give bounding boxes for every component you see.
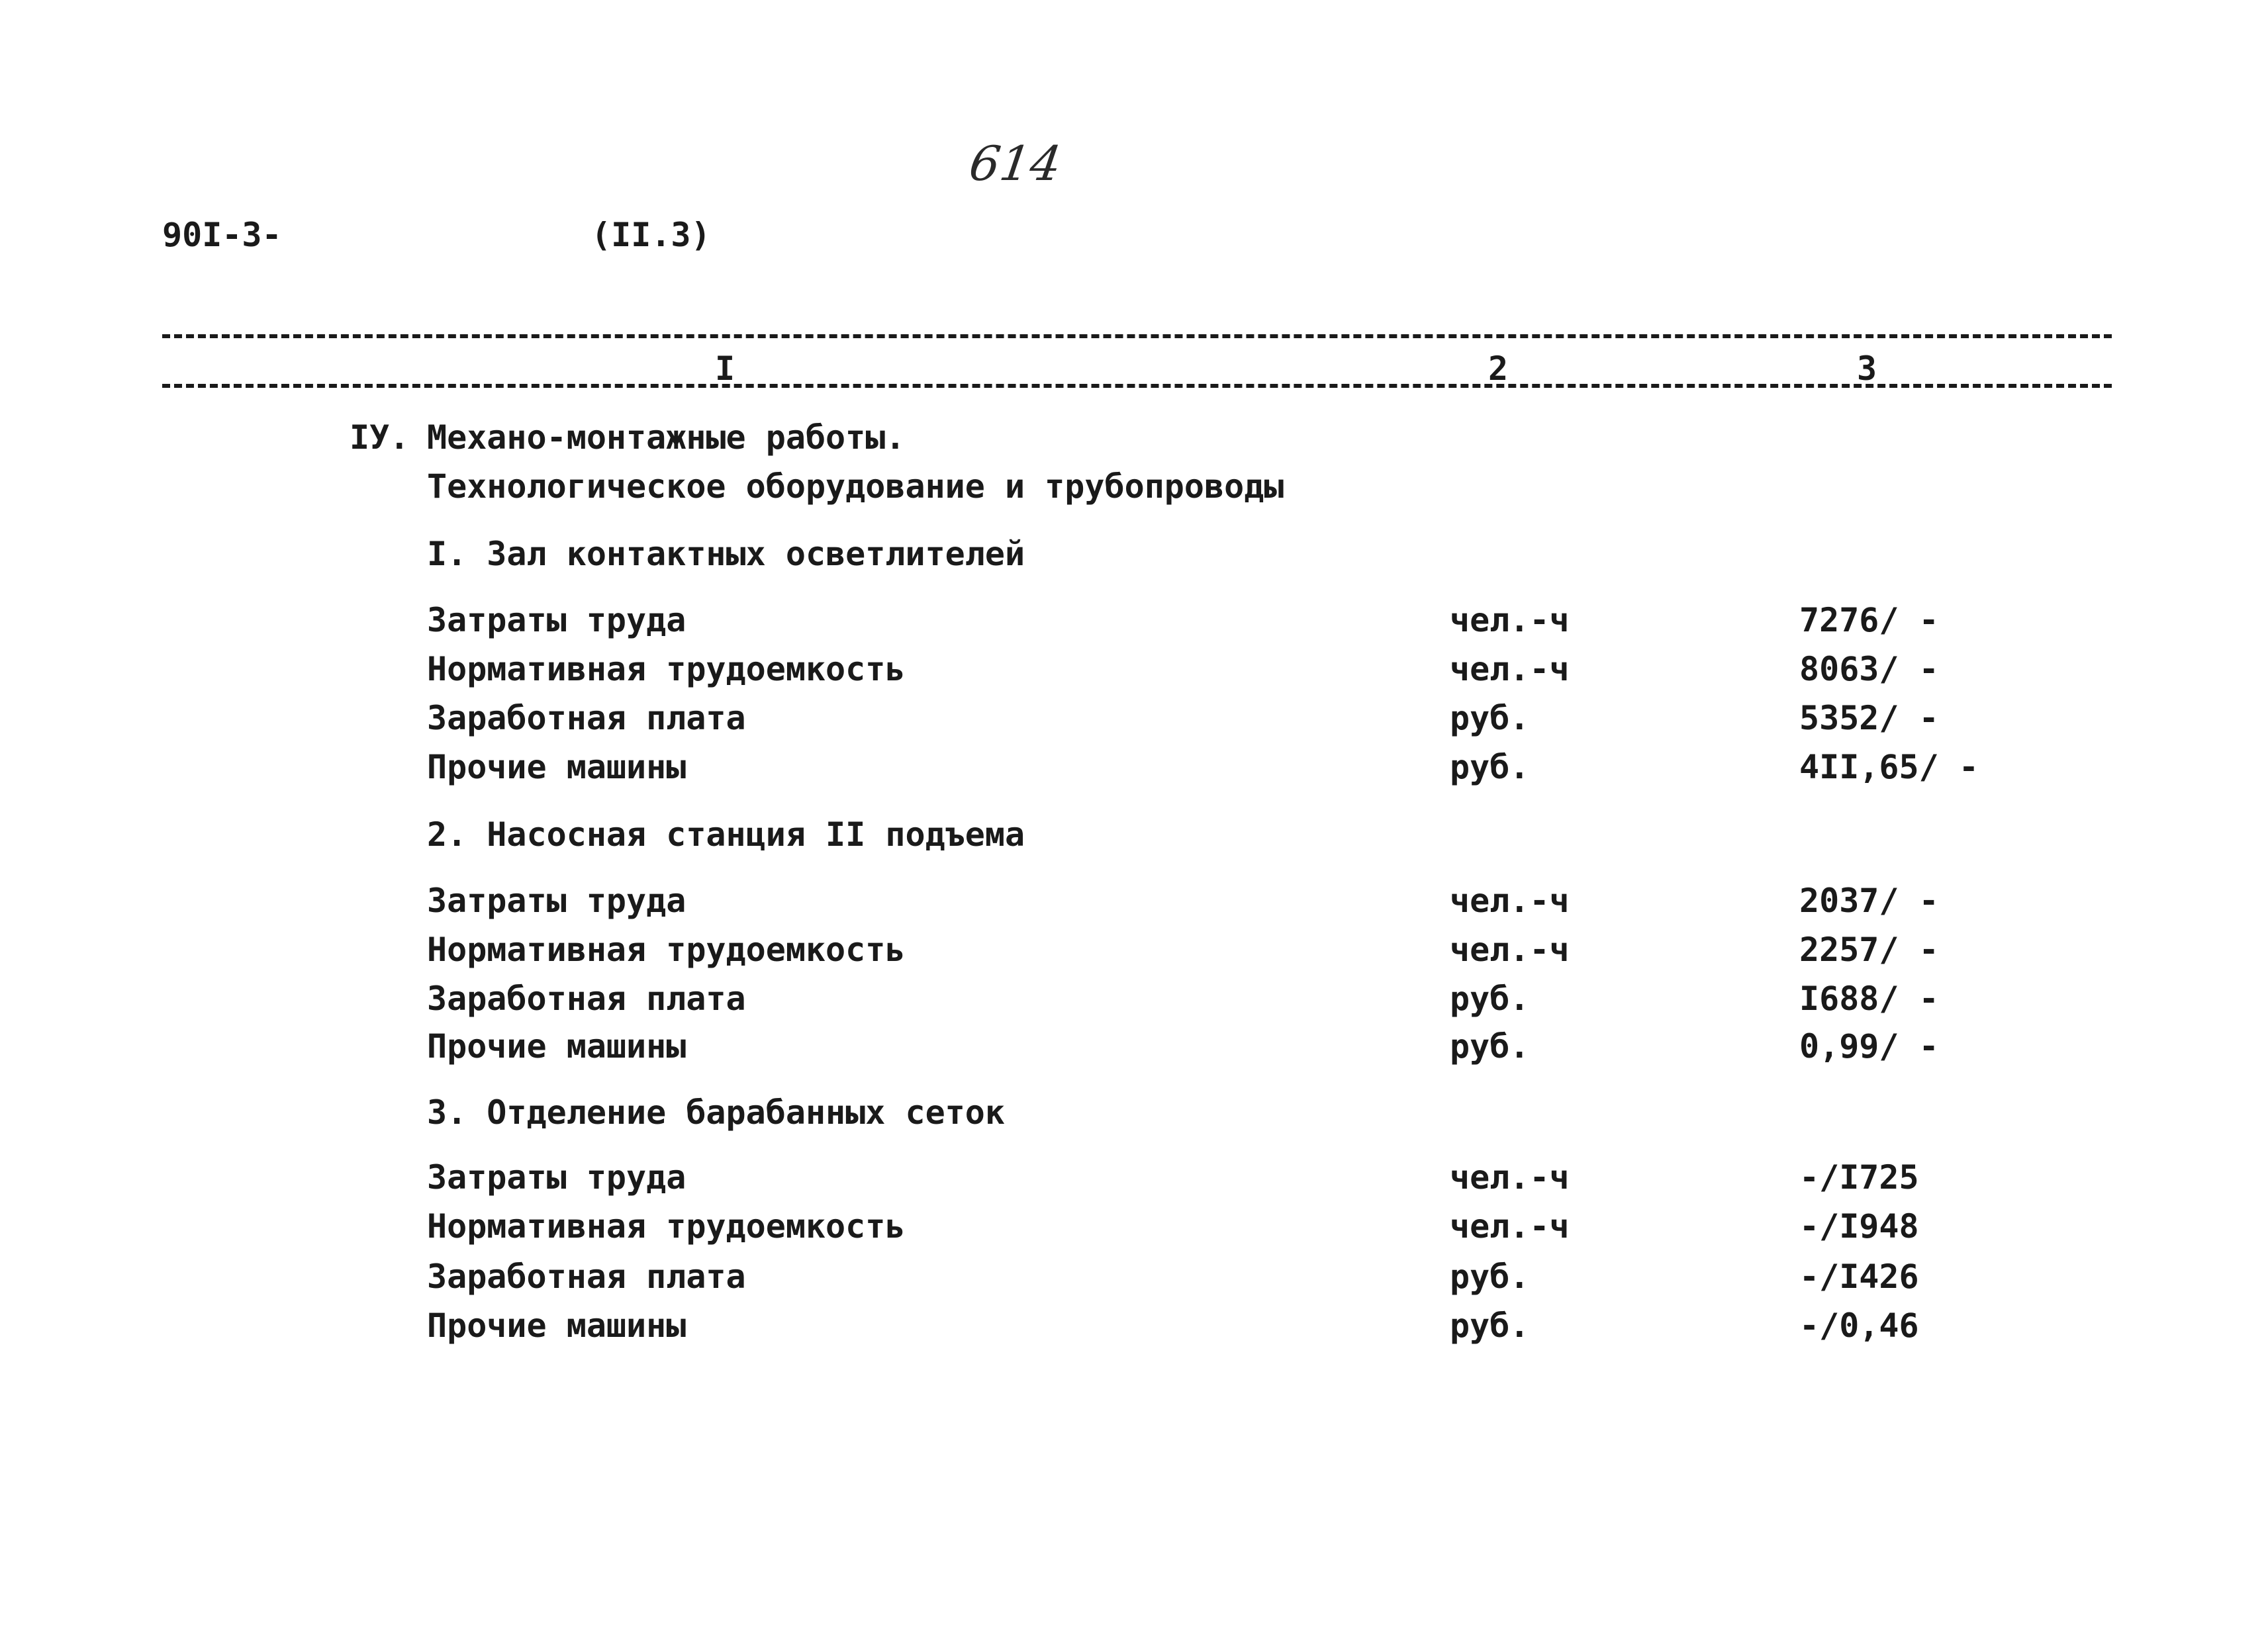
page-number: 614 — [966, 136, 1065, 191]
table-header-top-rule — [162, 334, 2112, 338]
row-unit: руб. — [1450, 1027, 1530, 1066]
row-label: Нормативная трудоемкость — [427, 931, 906, 969]
subsection-heading: 2. Насосная станция II подъема — [427, 815, 1025, 854]
row-value: -/I426 — [1799, 1257, 1919, 1296]
row-value: 8063/ - — [1799, 650, 1939, 688]
row-label: Нормативная трудоемкость — [427, 650, 906, 688]
row-unit: руб. — [1450, 1306, 1530, 1345]
row-label: Нормативная трудоемкость — [427, 1207, 906, 1246]
row-unit: чел.-ч — [1450, 931, 1570, 969]
row-label: Заработная плата — [427, 980, 746, 1018]
document-code: 90I-3- — [162, 216, 282, 254]
row-unit: чел.-ч — [1450, 1158, 1570, 1197]
row-unit: чел.-ч — [1450, 1207, 1570, 1246]
column-header-1: I — [715, 349, 735, 388]
row-label: Прочие машины — [427, 1306, 686, 1345]
row-label: Затраты труда — [427, 1158, 686, 1197]
column-header-3: 3 — [1857, 349, 1877, 388]
table-header-bottom-rule — [162, 384, 2112, 388]
row-value: 7276/ - — [1799, 601, 1939, 639]
row-label: Заработная плата — [427, 1257, 746, 1296]
row-value: -/I725 — [1799, 1158, 1919, 1197]
row-unit: руб. — [1450, 980, 1530, 1018]
row-value: 2037/ - — [1799, 882, 1939, 920]
row-unit: чел.-ч — [1450, 601, 1570, 639]
row-unit: руб. — [1450, 1257, 1530, 1296]
section-subtitle: Технологическое оборудование и трубопроводы — [427, 467, 1284, 506]
row-unit: руб. — [1450, 699, 1530, 737]
row-value: I688/ - — [1799, 980, 1939, 1018]
row-label: Прочие машины — [427, 748, 686, 786]
section-numeral: IУ. — [350, 418, 410, 457]
row-value: 0,99/ - — [1799, 1027, 1939, 1066]
row-value: -/I948 — [1799, 1207, 1919, 1246]
sheet-reference: (II.3) — [591, 216, 711, 254]
row-value: 2257/ - — [1799, 931, 1939, 969]
subsection-heading: 3. Отделение барабанных сеток — [427, 1093, 1005, 1132]
section-title: Механо-монтажные работы. — [427, 418, 906, 457]
row-value: 4II,65/ - — [1799, 748, 1979, 786]
subsection-heading: I. Зал контактных осветлителей — [427, 535, 1025, 573]
row-unit: руб. — [1450, 748, 1530, 786]
row-unit: чел.-ч — [1450, 650, 1570, 688]
row-label: Заработная плата — [427, 699, 746, 737]
row-label: Затраты труда — [427, 882, 686, 920]
row-label: Прочие машины — [427, 1027, 686, 1066]
row-label: Затраты труда — [427, 601, 686, 639]
column-header-2: 2 — [1488, 349, 1509, 388]
row-value: 5352/ - — [1799, 699, 1939, 737]
row-value: -/0,46 — [1799, 1306, 1919, 1345]
row-unit: чел.-ч — [1450, 882, 1570, 920]
